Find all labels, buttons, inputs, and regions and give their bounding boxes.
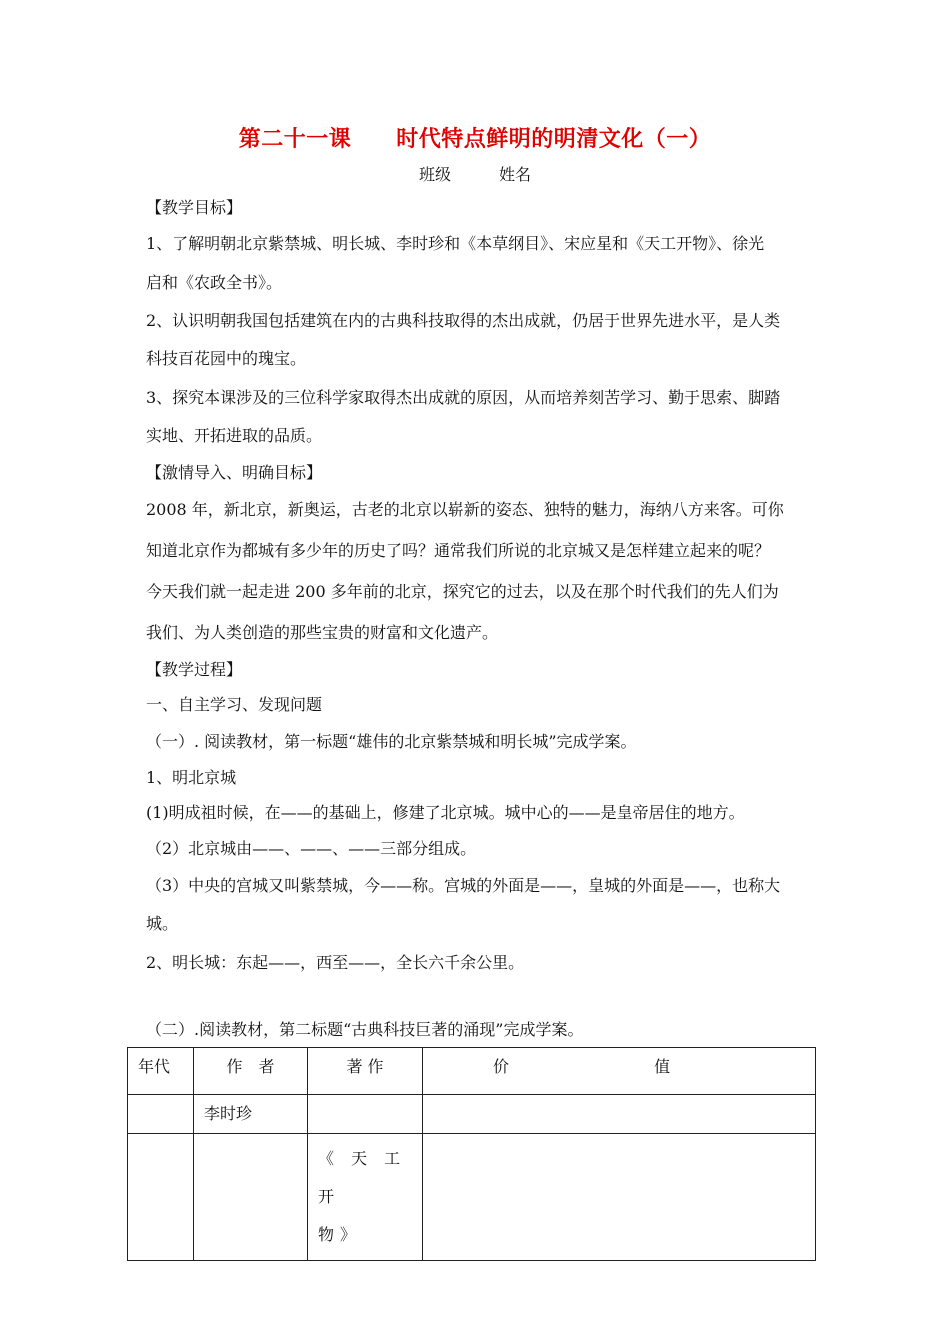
header-author: 作 者 (194, 1048, 308, 1095)
cell-value (423, 1095, 816, 1134)
header-era: 年代 (128, 1048, 194, 1095)
process-line: 1、明北京城 (146, 768, 237, 787)
process-line: （一）. 阅读教材，第一标题“雄伟的北京紫禁城和明长城”完成学案。 (146, 732, 637, 751)
works-table (127, 1047, 816, 1261)
header-work: 著 作 (308, 1048, 423, 1095)
objective-line: 实地、开拓进取的品质。 (146, 426, 323, 445)
cell-value (423, 1134, 816, 1261)
process-line: （3）中央的宫城又叫紫禁城，今——称。宫城的外面是——，皇城的外面是——，也称大 (146, 876, 781, 895)
objective-line: 启和《农政全书》。 (146, 273, 283, 292)
process-heading: 【教学过程】 (146, 660, 243, 679)
objectives-heading: 【教学目标】 (146, 198, 243, 217)
table-row (128, 1134, 816, 1261)
process-line: （2）北京城由——、——、——三部分组成。 (146, 839, 477, 858)
class-name-line: 班级 姓名 (418, 165, 531, 184)
objective-line: 科技百花园中的瑰宝。 (146, 349, 307, 368)
cell-work-line: 物》 (318, 1225, 363, 1244)
process-line: （二）.阅读教材，第二标题“古典科技巨著的涌现”完成学案。 (146, 1020, 584, 1039)
intro-line: 知道北京作为都城有多少年的历史了吗？通常我们所说的北京城又是怎样建立起来的呢？ (146, 541, 771, 560)
intro-line: 今天我们就一起走进 200 多年前的北京，探究它的过去，以及在那个时代我们的先人们为 (146, 582, 779, 601)
cell-era (128, 1134, 194, 1261)
objective-line: 3、探究本课涉及的三位科学家取得杰出成就的原因，从而培养刻苦学习、勤于思索、脚踏 (146, 388, 781, 407)
cell-work (308, 1134, 423, 1261)
intro-line: 2008 年，新北京，新奥运，古老的北京以崭新的姿态、独特的魅力，海纳八方来客。可你 (146, 500, 784, 519)
process-line: (1)明成祖时候，在——的基础上，修建了北京城。城中心的——是皇帝居住的地方。 (146, 803, 745, 822)
page-title: 第二十一课 时代特点鲜明的明清文化（一） (238, 127, 712, 152)
process-line: 一、自主学习、发现问题 (146, 695, 323, 714)
process-line: 2、明长城：东起——，西至——，全长六千余公里。 (146, 953, 525, 972)
table-header-row (128, 1048, 816, 1095)
process-line: 城。 (146, 914, 179, 933)
header-value (423, 1048, 816, 1095)
header-value-char-1: 价 (493, 1057, 510, 1076)
cell-work (308, 1095, 423, 1134)
intro-line: 我们、为人类创造的那些宝贵的财富和文化遗产。 (146, 623, 499, 642)
header-value-char-2: 值 (654, 1057, 671, 1076)
table-row (128, 1095, 816, 1134)
cell-author: 李时珍 (194, 1095, 308, 1134)
objective-line: 1、了解明朝北京紫禁城、明长城、李时珍和《本草纲目》、宋应星和《天工开物》、徐光 (146, 234, 765, 253)
cell-work-line: 《 天 工 开 (318, 1149, 407, 1206)
objective-line: 2、认识明朝我国包括建筑在内的古典科技取得的杰出成就，仍居于世界先进水平，是人类 (146, 311, 781, 330)
cell-era (128, 1095, 194, 1134)
intro-heading: 【激情导入、明确目标】 (146, 463, 323, 482)
cell-author (194, 1134, 308, 1261)
